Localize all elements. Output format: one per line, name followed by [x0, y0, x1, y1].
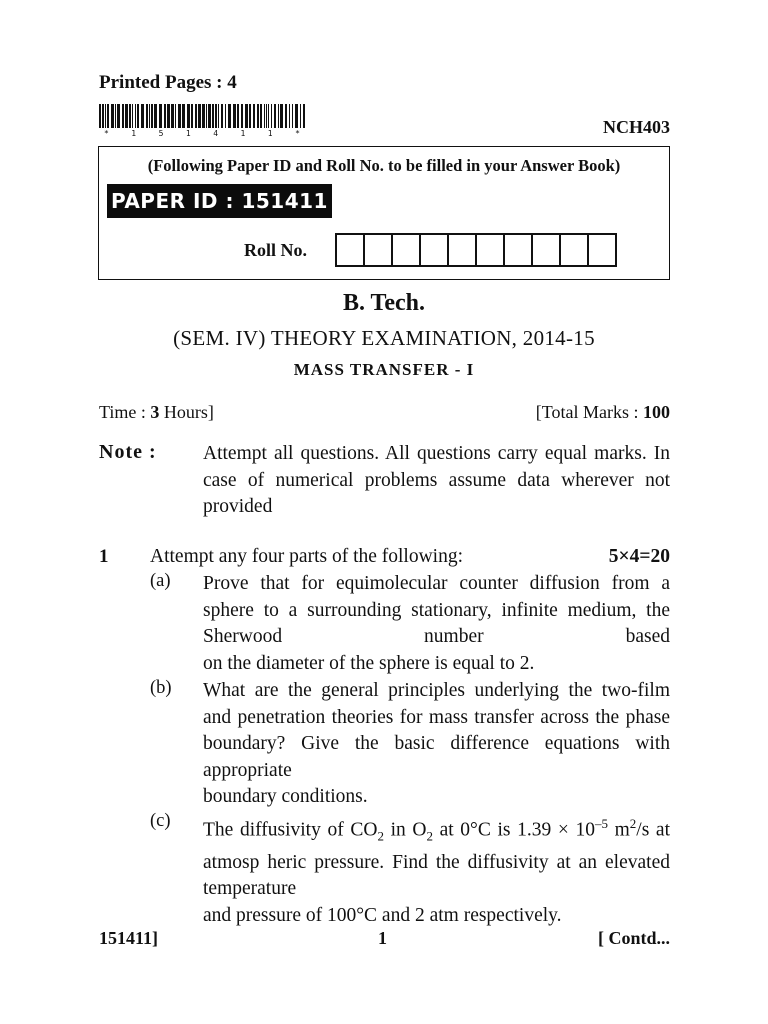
part-label: (c) [150, 811, 171, 831]
barcode-digit: * [104, 129, 109, 138]
question-marks: 5×4=20 [608, 546, 670, 567]
roll-digit-box[interactable] [419, 233, 449, 267]
barcode-digit: 1 [185, 129, 191, 138]
degree-title: B. Tech. [342, 290, 426, 316]
note-text: Attempt all questions. All questions carry equal marks. In case of numerical problems assume data wherever not provided [203, 443, 670, 517]
roll-no-label: Roll No. [244, 240, 307, 260]
part-text: The diffusivity of $CO_2$ in $O_2$ at 0°C is $1.39 \times 10^{-5}$ $m^2/s$ at atmosp heric pressure. Find the diffusivity at an elevated temperature and pressure of 100°C and 2 atm respectively. [203, 816, 670, 926]
time-allowed: Time : 3 Hours] [99, 402, 214, 422]
roll-digit-box[interactable] [559, 233, 589, 267]
barcode-digit: 4 [213, 129, 219, 138]
roll-digit-box[interactable] [587, 233, 617, 267]
roll-no-boxes[interactable] [335, 233, 617, 267]
barcode-digits [104, 129, 300, 138]
answer-book-note: (Following Paper ID and Roll No. to be filled in your Answer Book) [147, 156, 621, 175]
exam-title: (SEM. IV) THEORY EXAMINATION, 2014-15 [173, 326, 595, 350]
barcode-digit: * [295, 129, 300, 138]
roll-digit-box[interactable] [531, 233, 561, 267]
part-label: (b) [150, 678, 172, 698]
barcode-digit: 5 [158, 129, 164, 138]
roll-digit-box[interactable] [503, 233, 533, 267]
total-marks: [Total Marks : 100 [535, 402, 670, 422]
printed-pages: Printed Pages : 4 [99, 72, 237, 93]
course-code: NCH403 [603, 117, 670, 137]
roll-digit-box[interactable] [363, 233, 393, 267]
footer-paper-code: 151411] [99, 928, 159, 948]
paper-id-box [98, 146, 670, 280]
barcode-digit: 1 [131, 129, 137, 138]
roll-digit-box[interactable] [447, 233, 477, 267]
roll-digit-box[interactable] [475, 233, 505, 267]
question-number: 1 [99, 546, 109, 567]
barcode [99, 104, 307, 128]
subject-title: MASS TRANSFER - I [293, 360, 475, 379]
question-instruction: Attempt any four parts of the following: 5×4=20 [150, 546, 670, 567]
barcode-digit: 1 [240, 129, 246, 138]
part-text: What are the general principles underlying the two-film and penetration theories for mass transfer across the phase boundary? Give the basic difference equations with appropriate boundary conditions. [203, 680, 670, 807]
roll-digit-box[interactable] [391, 233, 421, 267]
page-number: 1 [378, 928, 387, 948]
part-label: (a) [150, 571, 171, 591]
roll-digit-box[interactable] [335, 233, 365, 267]
continued-marker: [ Contd... [597, 928, 670, 948]
paper-id-label: PAPER ID : 151411 [107, 184, 332, 218]
note-label: Note : [99, 441, 157, 463]
barcode-digit: 1 [267, 129, 273, 138]
part-text: Prove that for equimolecular counter diffusion from a sphere to a surrounding stationary, infinite medium, the Sherwood number based on the diameter of the sphere is equal to 2. [203, 573, 670, 674]
